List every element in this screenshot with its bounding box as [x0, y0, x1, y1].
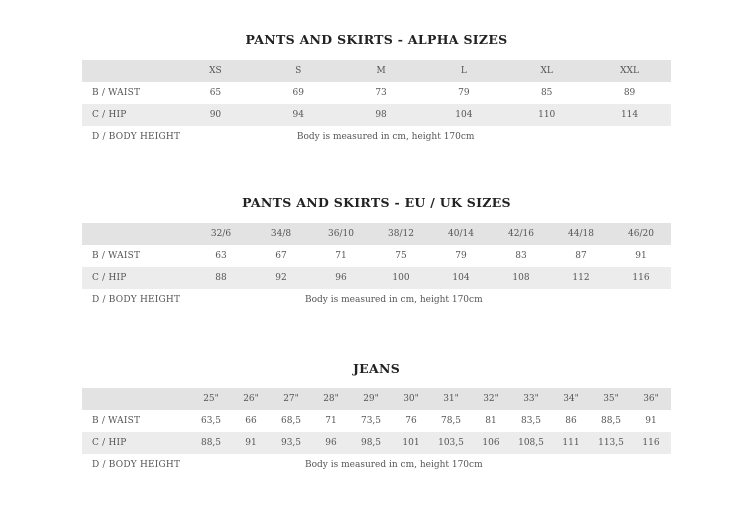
- measurement-cell: 83,5: [520, 416, 542, 426]
- size-header: 34": [551, 388, 591, 410]
- measurement-cell: 76: [405, 416, 417, 426]
- measurement-cell: 79: [458, 88, 470, 98]
- measurement-note: Body is measured in cm, height 170cm: [296, 132, 475, 142]
- row-label: B / WAIST: [92, 416, 141, 426]
- measurement-cell: 91: [645, 416, 657, 426]
- corner-cell: [82, 223, 191, 245]
- measurement-cell: 79: [455, 251, 467, 261]
- measurement-cell: 89: [623, 88, 636, 98]
- measurement-cell: 88,5: [191, 432, 231, 454]
- size-header: 25": [191, 388, 231, 410]
- measurement-cell: 66: [245, 416, 257, 426]
- measurement-cell: 96: [311, 432, 351, 454]
- measurement-cell: 111: [551, 432, 591, 454]
- measurement-cell: 98,5: [351, 432, 391, 454]
- measurement-cell: 100: [371, 267, 431, 289]
- size-header: 36": [631, 388, 671, 410]
- section-title: PANTS AND SKIRTS - EU / UK SIZES: [242, 195, 511, 210]
- measurement-cell: 116: [631, 432, 671, 454]
- size-header: S: [257, 60, 340, 82]
- measurement-cell: 91: [231, 432, 271, 454]
- row-label: C / HIP: [82, 104, 174, 126]
- measurement-cell: 88,5: [600, 416, 622, 426]
- size-header: 30": [391, 388, 431, 410]
- measurement-cell: 94: [257, 104, 340, 126]
- measurement-cell: 104: [422, 104, 505, 126]
- measurement-cell: 103,5: [431, 432, 471, 454]
- header-row: [82, 223, 671, 245]
- measurement-cell: 98: [340, 104, 423, 126]
- measurement-cell: 106: [471, 432, 511, 454]
- size-table-section-alpha: [82, 31, 671, 148]
- measurement-note: Body is measured in cm, height 170cm: [305, 295, 483, 305]
- row-label: D / BODY HEIGHT: [92, 132, 181, 142]
- body-height-row: [82, 454, 671, 476]
- measurement-cell: 114: [588, 104, 671, 126]
- measurement-cell: 90: [174, 104, 257, 126]
- hip-row: [82, 267, 671, 289]
- size-header: 31": [431, 388, 471, 410]
- measurement-cell: 86: [565, 416, 577, 426]
- corner-cell: [82, 388, 191, 410]
- measurement-cell: 92: [251, 267, 311, 289]
- size-header: 46/20: [611, 223, 671, 245]
- measurement-cell: 71: [335, 251, 347, 261]
- body-height-row: [82, 289, 671, 311]
- size-header: 35": [591, 388, 631, 410]
- measurement-cell: 67: [275, 251, 287, 261]
- hip-row: [82, 432, 671, 454]
- measurement-cell: 78,5: [440, 416, 462, 426]
- measurement-cell: 108: [491, 267, 551, 289]
- size-header: XS: [174, 60, 257, 82]
- measurement-cell: 116: [611, 267, 671, 289]
- size-header: 44/18: [551, 223, 611, 245]
- size-header: 26": [231, 388, 271, 410]
- measurement-cell: 91: [635, 251, 647, 261]
- section-title: PANTS AND SKIRTS - ALPHA SIZES: [245, 32, 508, 47]
- section-title: JEANS: [352, 361, 401, 376]
- measurement-cell: 69: [292, 88, 304, 98]
- measurement-cell: 71: [325, 416, 337, 426]
- row-label: B / WAIST: [92, 88, 141, 98]
- measurement-cell: 93,5: [271, 432, 311, 454]
- hip-row: [82, 104, 671, 126]
- size-table: [82, 223, 671, 311]
- size-header: M: [340, 60, 423, 82]
- size-header: 28": [311, 388, 351, 410]
- size-header: 38/12: [371, 223, 431, 245]
- size-table: [82, 388, 671, 476]
- measurement-cell: 68,5: [280, 416, 302, 426]
- measurement-cell: 87: [575, 251, 587, 261]
- measurement-cell: 112: [551, 267, 611, 289]
- measurement-cell: 85: [540, 88, 553, 98]
- measurement-note: Body is measured in cm, height 170cm: [305, 460, 483, 470]
- size-header: XL: [505, 60, 588, 82]
- measurement-cell: 83: [515, 251, 527, 261]
- size-table-section-eu-uk: [82, 194, 671, 311]
- measurement-cell: 88: [191, 267, 251, 289]
- measurement-cell: 75: [395, 251, 407, 261]
- size-header: 34/8: [251, 223, 311, 245]
- size-header: 33": [511, 388, 551, 410]
- corner-cell: [82, 60, 174, 82]
- size-table-section-jeans: [82, 360, 671, 476]
- header-row: [82, 388, 671, 410]
- measurement-cell: 96: [311, 267, 371, 289]
- size-header: 40/14: [431, 223, 491, 245]
- size-header: 42/16: [491, 223, 551, 245]
- measurement-cell: 73: [375, 88, 387, 98]
- measurement-cell: 81: [485, 416, 497, 426]
- row-label: B / WAIST: [92, 251, 141, 261]
- waist-row: [82, 82, 671, 104]
- measurement-cell: 65: [209, 88, 222, 98]
- measurement-cell: 104: [431, 267, 491, 289]
- size-header: 29": [351, 388, 391, 410]
- waist-row: [82, 245, 671, 267]
- row-label: C / HIP: [82, 267, 191, 289]
- size-header: 32/6: [191, 223, 251, 245]
- measurement-cell: 113,5: [591, 432, 631, 454]
- measurement-cell: 63: [215, 251, 227, 261]
- measurement-cell: 101: [391, 432, 431, 454]
- waist-row: [82, 410, 671, 432]
- measurement-cell: 108,5: [511, 432, 551, 454]
- measurement-cell: 73,5: [360, 416, 382, 426]
- header-row: [82, 60, 671, 82]
- row-label: D / BODY HEIGHT: [92, 295, 181, 305]
- body-height-row: [82, 126, 671, 148]
- size-header: XXL: [588, 60, 671, 82]
- row-label: C / HIP: [82, 432, 191, 454]
- size-header: 27": [271, 388, 311, 410]
- measurement-cell: 110: [505, 104, 588, 126]
- size-header: 36/10: [311, 223, 371, 245]
- size-header: L: [422, 60, 505, 82]
- measurement-cell: 63,5: [200, 416, 222, 426]
- size-header: 32": [471, 388, 511, 410]
- row-label: D / BODY HEIGHT: [92, 460, 181, 470]
- size-table: [82, 60, 671, 148]
